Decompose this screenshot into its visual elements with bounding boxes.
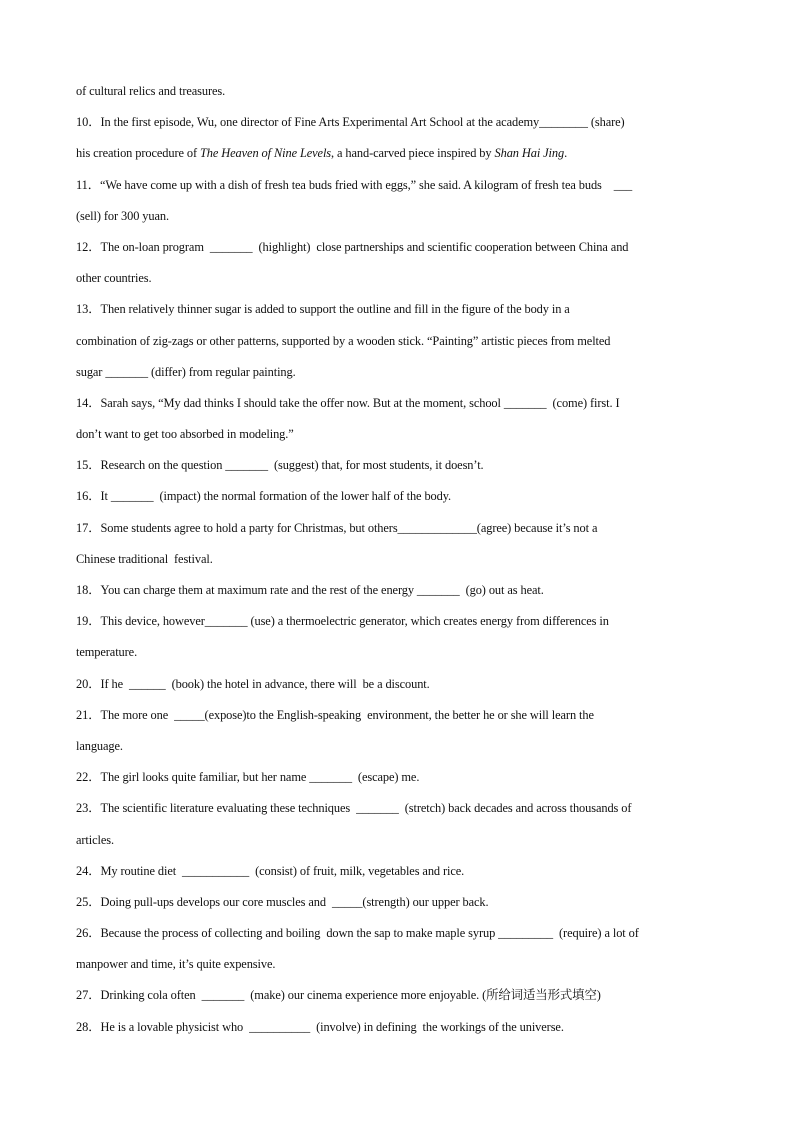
text-line bbox=[76, 453, 721, 484]
text-line bbox=[76, 204, 721, 235]
text-line bbox=[76, 79, 721, 110]
line-text: 28．He is a lovable physicist who __________ (involve) in defining the workings of the universe. bbox=[76, 1019, 564, 1034]
line-text: 16．It _______ (impact) the normal formation of the lower half of the body. bbox=[76, 489, 452, 504]
line-text: (sell) for 300 yuan. bbox=[76, 208, 169, 223]
text-line bbox=[76, 828, 721, 859]
line-text: 23．The scientific literature evaluating these techniques _______ (stretch) back decades and across thousands of bbox=[76, 801, 632, 816]
text-line bbox=[76, 484, 721, 515]
text-line bbox=[76, 921, 721, 952]
line-text: language. bbox=[76, 738, 123, 753]
text-line bbox=[76, 952, 721, 983]
line-text: don’t want to get too absorbed in modeling.” bbox=[76, 427, 294, 442]
line-text: . bbox=[564, 146, 568, 161]
text-line bbox=[76, 765, 721, 796]
text-line bbox=[76, 297, 721, 328]
line-text: other countries. bbox=[76, 271, 152, 286]
line-text: 22．The girl looks quite familiar, but her name _______ (escape) me. bbox=[76, 770, 420, 785]
worksheet-page bbox=[76, 79, 721, 1046]
text-line bbox=[76, 173, 721, 204]
italic-title-text: The Heaven of Nine Levels bbox=[200, 146, 332, 161]
text-line bbox=[76, 672, 721, 703]
text-line bbox=[76, 547, 721, 578]
line-text: 27．Drinking cola often _______ (make) our cinema experience more enjoyable. (所给词适当形式填空) bbox=[76, 988, 601, 1003]
line-text: 25．Doing pull-ups develops our core muscles and _____(strength) our upper back. bbox=[76, 894, 489, 909]
text-line bbox=[76, 890, 721, 921]
line-text: , a hand-carved piece inspired by bbox=[331, 146, 495, 161]
italic-title-text: Shan Hai Jing bbox=[494, 146, 565, 161]
text-line bbox=[76, 329, 721, 360]
text-line bbox=[76, 1015, 721, 1046]
line-text: 10．In the first episode, Wu, one director of Fine Arts Experimental Art School at the academy________ (share) bbox=[76, 115, 625, 130]
line-text: 13．Then relatively thinner sugar is added to support the outline and fill in the figure of the body in a bbox=[76, 302, 570, 317]
text-line bbox=[76, 266, 721, 297]
text-line bbox=[76, 734, 721, 765]
line-text: 15．Research on the question _______ (suggest) that, for most students, it doesn’t. bbox=[76, 458, 484, 473]
line-text: 26．Because the process of collecting and boiling down the sap to make maple syrup _________ (require) a lot of bbox=[76, 926, 639, 941]
line-text: 12．The on-loan program _______ (highlight) close partnerships and scientific cooperation between China and bbox=[76, 239, 629, 254]
line-text: 17．Some students agree to hold a party for Christmas, but others_____________(agree) because it’s not a bbox=[76, 520, 598, 535]
text-line bbox=[76, 578, 721, 609]
line-text: 18．You can charge them at maximum rate and the rest of the energy _______ (go) out as heat. bbox=[76, 583, 544, 597]
line-text: 24．My routine diet ___________ (consist) of fruit, milk, vegetables and rice. bbox=[76, 863, 465, 878]
line-text: Chinese traditional festival. bbox=[76, 551, 213, 566]
line-text: manpower and time, it’s quite expensive. bbox=[76, 957, 276, 972]
line-text: 14．Sarah says, “My dad thinks I should take the offer now. But at the moment, school _______ (come) first. I bbox=[76, 395, 620, 410]
line-text: sugar _______ (differ) from regular painting. bbox=[76, 364, 296, 379]
line-text: 19．This device, however_______ (use) a thermoelectric generator, which creates energy from differences in bbox=[76, 614, 609, 629]
line-text: temperature. bbox=[76, 645, 138, 660]
line-text: articles. bbox=[76, 832, 114, 847]
line-text: 11．“We have come up with a dish of fresh tea buds fried with eggs,” she said. A kilogram of fresh tea buds ___ bbox=[76, 177, 633, 192]
text-line bbox=[76, 110, 721, 141]
line-text: combination of zig-zags or other patterns, supported by a wooden stick. “Painting” artistic pieces from melted bbox=[76, 333, 611, 348]
text-line bbox=[76, 640, 721, 671]
text-line bbox=[76, 983, 721, 1014]
line-text: his creation procedure of bbox=[76, 146, 201, 161]
line-text: 20．If he ______ (book) the hotel in advance, there will be a discount. bbox=[76, 676, 430, 691]
text-line bbox=[76, 391, 721, 422]
line-text: 21．The more one _____(expose)to the English-speaking environment, the better he or she will learn the bbox=[76, 707, 594, 722]
text-line bbox=[76, 360, 721, 391]
line-text: of cultural relics and treasures. bbox=[76, 84, 226, 98]
text-line bbox=[76, 609, 721, 640]
text-line bbox=[76, 235, 721, 266]
text-line bbox=[76, 703, 721, 734]
text-line bbox=[76, 422, 721, 453]
text-line bbox=[76, 141, 721, 172]
text-line bbox=[76, 796, 721, 827]
text-line bbox=[76, 516, 721, 547]
text-line bbox=[76, 859, 721, 890]
